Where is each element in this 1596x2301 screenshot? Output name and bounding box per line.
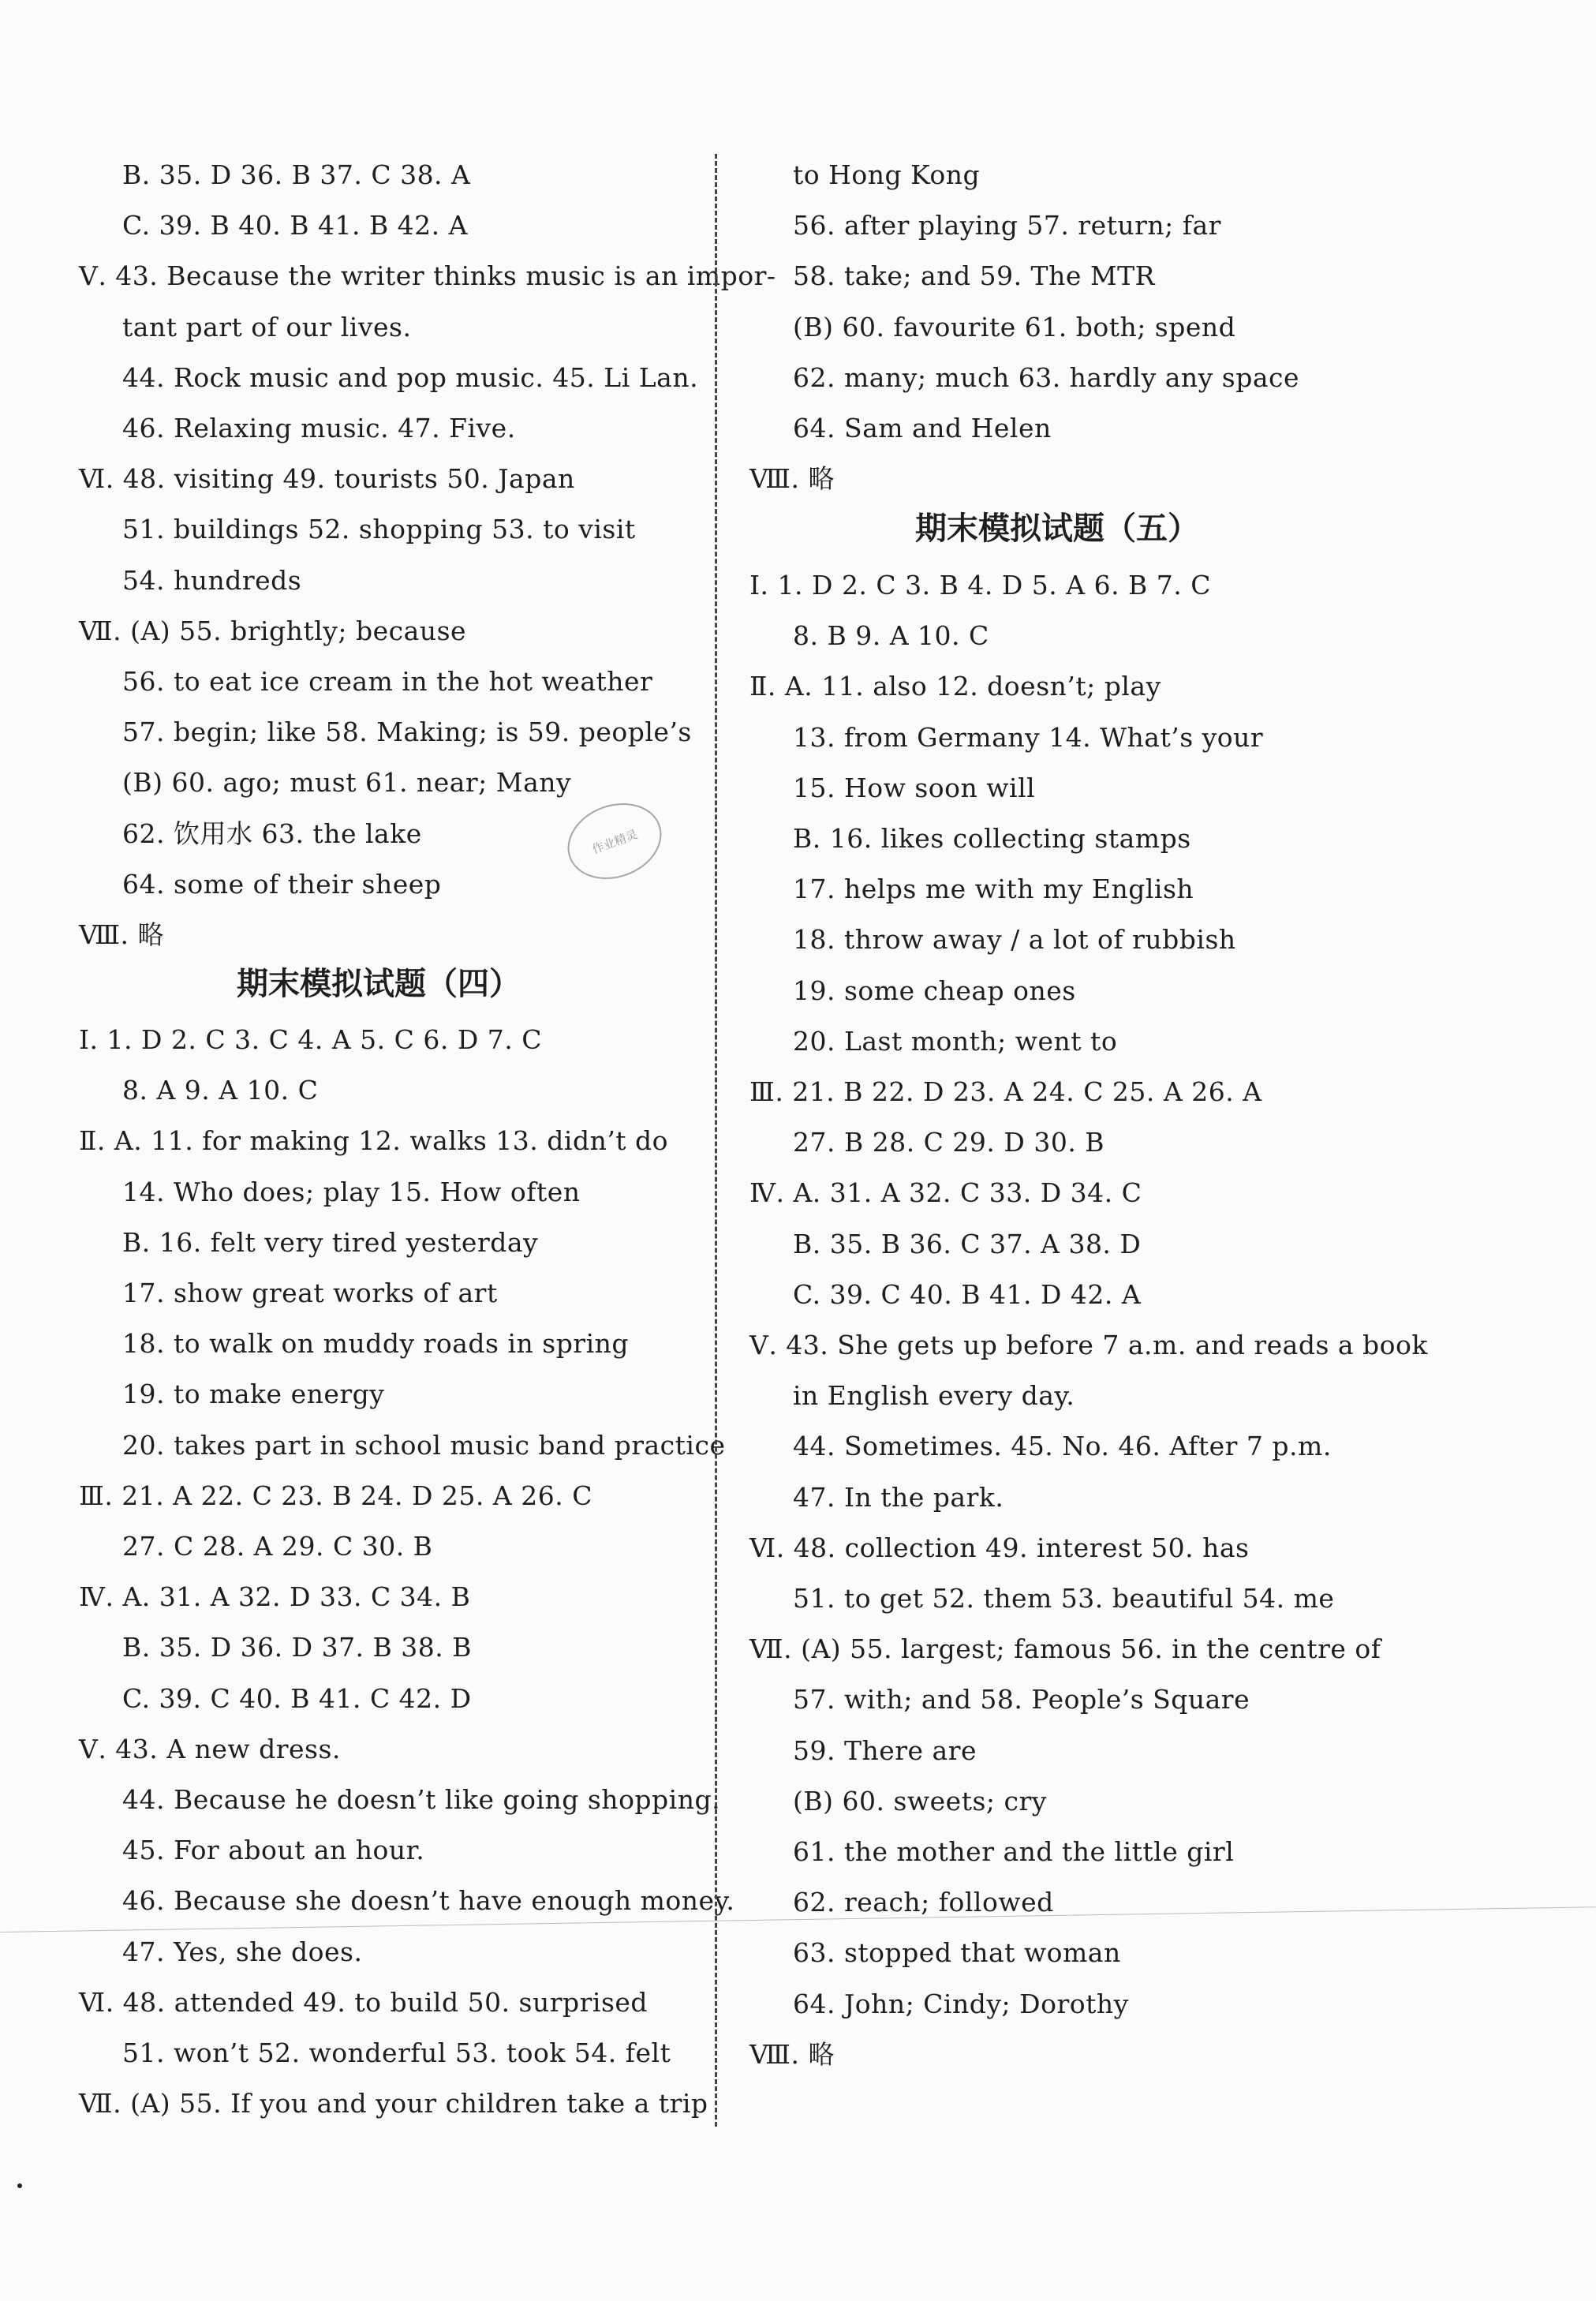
- answer-line: 57. begin; like 58. Making; is 59. people’s: [122, 716, 692, 748]
- answer-line: 47. In the park.: [793, 1481, 1004, 1513]
- answer-line: Ⅷ. 略: [79, 919, 164, 950]
- answer-line: 57. with; and 58. People’s Square: [793, 1684, 1250, 1715]
- answer-line: 27. C 28. A 29. C 30. B: [122, 1531, 433, 1562]
- answer-line: 17. show great works of art: [122, 1278, 498, 1308]
- answer-line: to Hong Kong: [793, 159, 981, 190]
- answer-line: Ⅷ. 略: [749, 2038, 835, 2070]
- answer-line: Ⅷ. 略: [749, 463, 835, 495]
- answer-line: (B) 60. ago; must 61. near; Many: [122, 767, 572, 799]
- watermark-stamp: 作业精灵: [557, 791, 672, 892]
- answer-line: 62. many; much 63. hardly any space: [793, 361, 1300, 393]
- answer-line: 54. hundreds: [122, 564, 302, 596]
- answer-line: 59. There are: [793, 1734, 977, 1766]
- answer-line: C. 39. C 40. B 41. C 42. D: [122, 1682, 472, 1714]
- answer-line: 19. to make energy: [122, 1379, 385, 1410]
- answer-line: Ⅴ. 43. A new dress.: [79, 1733, 341, 1764]
- answer-line: tant part of our lives.: [122, 311, 412, 342]
- answer-line: Ⅳ. A. 31. A 32. C 33. D 34. C: [749, 1177, 1142, 1209]
- answer-line: B. 35. B 36. C 37. A 38. D: [793, 1228, 1142, 1259]
- answer-line: 8. B 9. A 10. C: [793, 620, 989, 652]
- answer-line: 44. Sometimes. 45. No. 46. After 7 p.m.: [793, 1431, 1332, 1462]
- answer-line: 64. Sam and Helen: [793, 413, 1052, 443]
- answer-line: Ⅴ. 43. She gets up before 7 a.m. and reads a book: [749, 1330, 1428, 1360]
- answer-line: Ⅳ. A. 31. A 32. D 33. C 34. B: [79, 1581, 471, 1613]
- answer-line: Ⅲ. 21. A 22. C 23. B 24. D 25. A 26. C: [79, 1480, 592, 1511]
- answer-line: 20. takes part in school music band practice: [122, 1429, 726, 1461]
- answer-line: C. 39. C 40. B 41. D 42. A: [793, 1278, 1142, 1310]
- answer-line: Ⅰ. 1. D 2. C 3. C 4. A 5. C 6. D 7. C: [79, 1024, 543, 1055]
- answer-line: 62. reach; followed: [793, 1887, 1054, 1918]
- answer-line: Ⅶ. (A) 55. If you and your children take a trip: [79, 2088, 708, 2120]
- answer-line: 46. Because she doesn’t have enough money.: [122, 1885, 735, 1917]
- answer-line: 64. John; Cindy; Dorothy: [793, 1988, 1129, 2019]
- answer-line: 51. won’t 52. wonderful 53. took 54. felt: [122, 2037, 671, 2068]
- scan-dot: [17, 2183, 22, 2188]
- answer-line: 18. throw away / a lot of rubbish: [793, 924, 1236, 956]
- answer-line: Ⅵ. 48. visiting 49. tourists 50. Japan: [79, 463, 575, 495]
- answer-line: B. 35. D 36. B 37. C 38. A: [122, 159, 471, 190]
- answer-line: 56. after playing 57. return; far: [793, 210, 1221, 241]
- answer-line: 45. For about an hour.: [122, 1835, 425, 1866]
- answer-line: 62. 饮用水 63. the lake: [122, 818, 422, 849]
- answer-line: 64. some of their sheep: [122, 868, 442, 900]
- answer-line: C. 39. B 40. B 41. B 42. A: [122, 210, 468, 241]
- answer-line: (B) 60. sweets; cry: [793, 1785, 1047, 1816]
- answer-line: 15. How soon will: [793, 772, 1036, 803]
- answer-line: 8. A 9. A 10. C: [122, 1075, 319, 1106]
- answer-line: 47. Yes, she does.: [122, 1936, 363, 1967]
- answer-line: Ⅶ. (A) 55. brightly; because: [79, 615, 467, 646]
- answer-line: B. 16. likes collecting stamps: [793, 823, 1191, 854]
- answer-line: in English every day.: [793, 1380, 1075, 1412]
- answer-line: 13. from Germany 14. What’s your: [793, 721, 1264, 753]
- answer-line: Ⅰ. 1. D 2. C 3. B 4. D 5. A 6. B 7. C: [749, 570, 1212, 601]
- answer-line: Ⅱ. A. 11. also 12. doesn’t; play: [749, 671, 1161, 702]
- section-title: 期末模拟试题（四）: [237, 965, 521, 1002]
- answer-line: 46. Relaxing music. 47. Five.: [122, 413, 516, 443]
- answer-line: 63. stopped that woman: [793, 1937, 1121, 1969]
- answer-line: 19. some cheap ones: [793, 975, 1076, 1006]
- answer-line: 27. B 28. C 29. D 30. B: [793, 1127, 1105, 1158]
- section-title: 期末模拟试题（五）: [915, 510, 1199, 547]
- answer-line: 44. Rock music and pop music. 45. Li Lan.: [122, 361, 699, 393]
- answer-line: Ⅴ. 43. Because the writer thinks music is an impor-: [79, 260, 776, 292]
- answer-line: 14. Who does; play 15. How often: [122, 1176, 581, 1207]
- answer-line: 51. buildings 52. shopping 53. to visit: [122, 514, 636, 545]
- answer-line: (B) 60. favourite 61. both; spend: [793, 311, 1236, 342]
- answer-line: 51. to get 52. them 53. beautiful 54. me: [793, 1583, 1335, 1614]
- column-divider: [715, 154, 717, 2127]
- answer-line: 61. the mother and the little girl: [793, 1836, 1235, 1867]
- answer-line: Ⅱ. A. 11. for making 12. walks 13. didn’t do: [79, 1125, 669, 1157]
- answer-line: Ⅵ. 48. attended 49. to build 50. surprised: [79, 1986, 648, 2018]
- answer-line: Ⅵ. 48. collection 49. interest 50. has: [749, 1532, 1250, 1563]
- answer-line: 20. Last month; went to: [793, 1025, 1118, 1057]
- answer-line: 58. take; and 59. The MTR: [793, 260, 1155, 292]
- answer-line: 44. Because he doesn’t like going shopping.: [122, 1784, 721, 1815]
- answer-line: 18. to walk on muddy roads in spring: [122, 1328, 630, 1360]
- answer-line: B. 16. felt very tired yesterday: [122, 1226, 539, 1258]
- answer-line: Ⅶ. (A) 55. largest; famous 56. in the centre of: [749, 1633, 1381, 1665]
- answer-line: 56. to eat ice cream in the hot weather: [122, 666, 653, 697]
- answer-line: B. 35. D 36. D 37. B 38. B: [122, 1632, 472, 1663]
- answer-line: 17. helps me with my English: [793, 874, 1194, 905]
- answer-line: Ⅲ. 21. B 22. D 23. A 24. C 25. A 26. A: [749, 1076, 1262, 1107]
